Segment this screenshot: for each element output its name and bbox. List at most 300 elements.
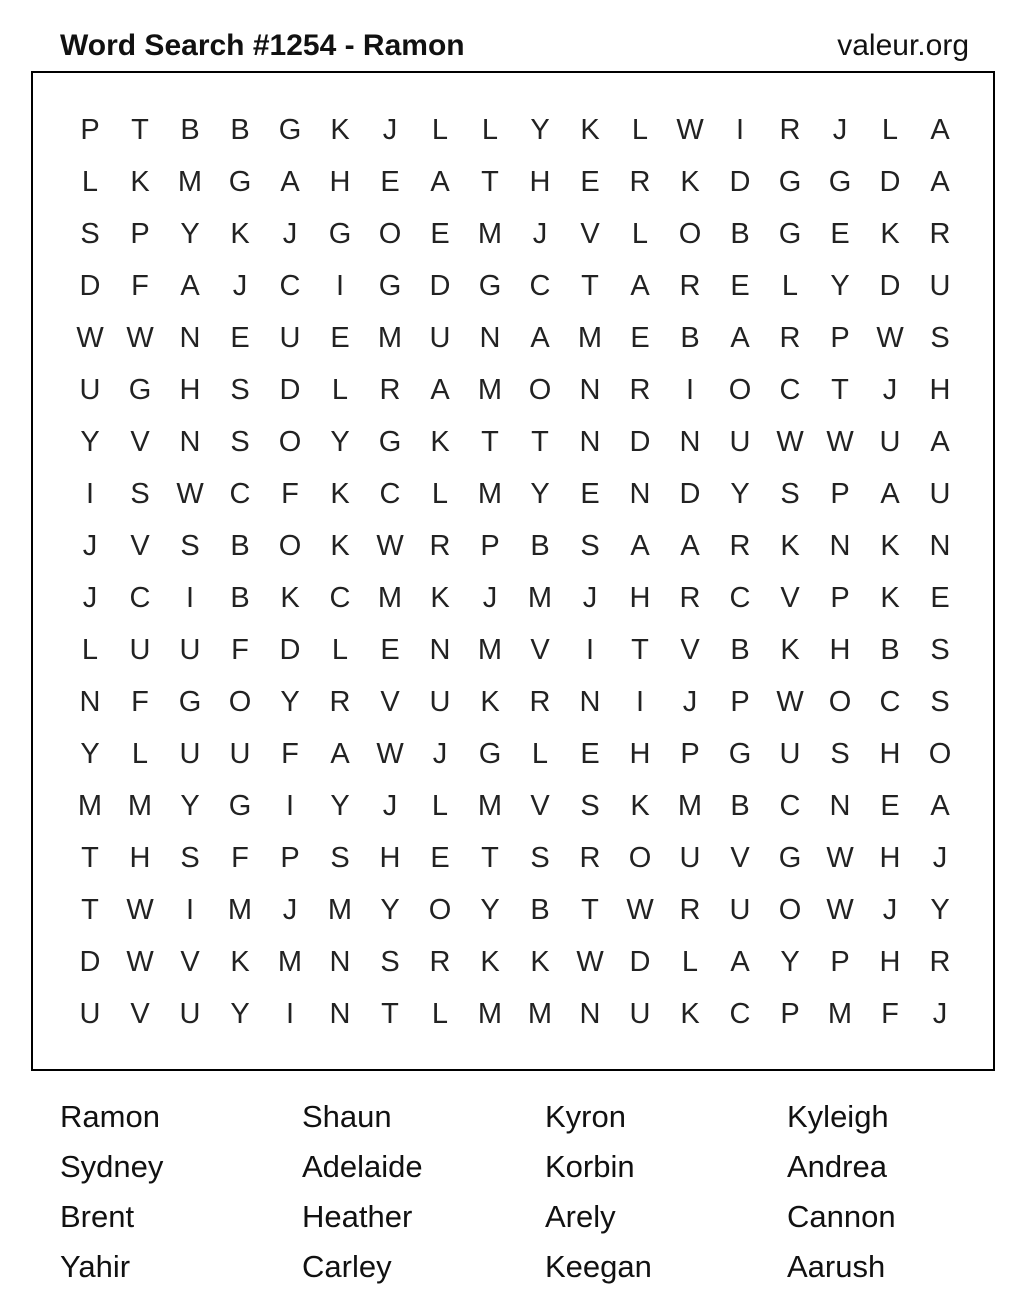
grid-cell[interactable]: D bbox=[279, 634, 301, 666]
grid-cell[interactable]: E bbox=[580, 166, 600, 198]
grid-cell[interactable]: N bbox=[679, 426, 701, 458]
grid-cell[interactable]: S bbox=[180, 842, 200, 874]
grid-cell[interactable]: H bbox=[879, 946, 901, 978]
grid-cell[interactable]: R bbox=[779, 114, 801, 146]
grid-cell[interactable]: F bbox=[131, 686, 149, 718]
grid-cell[interactable]: V bbox=[130, 998, 150, 1030]
grid-cell[interactable]: C bbox=[729, 998, 751, 1030]
grid-cell[interactable]: L bbox=[81, 634, 99, 666]
grid-cell[interactable]: P bbox=[830, 322, 850, 354]
grid-cell[interactable]: R bbox=[679, 894, 701, 926]
grid-cell[interactable]: G bbox=[478, 270, 502, 302]
grid-cell[interactable]: V bbox=[530, 634, 550, 666]
grid-cell[interactable]: S bbox=[80, 218, 100, 250]
grid-cell[interactable]: N bbox=[479, 322, 501, 354]
grid-cell[interactable]: O bbox=[528, 374, 552, 406]
grid-cell[interactable]: Y bbox=[530, 114, 550, 146]
grid-cell[interactable]: H bbox=[329, 166, 351, 198]
grid-cell[interactable]: E bbox=[730, 270, 750, 302]
grid-cell[interactable]: T bbox=[81, 894, 99, 926]
grid-cell[interactable]: N bbox=[179, 426, 201, 458]
grid-cell[interactable]: C bbox=[329, 582, 351, 614]
grid-cell[interactable]: K bbox=[880, 530, 900, 562]
grid-cell[interactable]: E bbox=[380, 634, 400, 666]
grid-cell[interactable]: A bbox=[530, 322, 550, 354]
grid-cell[interactable]: O bbox=[928, 738, 952, 770]
grid-cell[interactable]: S bbox=[580, 530, 600, 562]
grid-cell[interactable]: R bbox=[679, 270, 701, 302]
grid-cell[interactable]: V bbox=[130, 530, 150, 562]
grid-cell[interactable]: D bbox=[679, 478, 701, 510]
grid-cell[interactable]: O bbox=[828, 686, 852, 718]
grid-cell[interactable]: U bbox=[729, 894, 751, 926]
grid-cell[interactable]: L bbox=[481, 114, 499, 146]
grid-cell[interactable]: D bbox=[279, 374, 301, 406]
grid-cell[interactable]: S bbox=[330, 842, 350, 874]
grid-cell[interactable]: Y bbox=[80, 426, 100, 458]
grid-cell[interactable]: G bbox=[828, 166, 852, 198]
grid-cell[interactable]: H bbox=[879, 842, 901, 874]
grid-cell[interactable]: I bbox=[85, 478, 95, 510]
grid-cell[interactable]: B bbox=[230, 530, 250, 562]
grid-cell[interactable]: C bbox=[779, 790, 801, 822]
grid-cell[interactable]: M bbox=[227, 894, 253, 926]
grid-cell[interactable]: H bbox=[879, 738, 901, 770]
grid-cell[interactable]: A bbox=[730, 946, 750, 978]
grid-cell[interactable]: B bbox=[680, 322, 700, 354]
grid-cell[interactable]: G bbox=[728, 738, 752, 770]
grid-cell[interactable]: J bbox=[482, 582, 498, 614]
grid-cell[interactable]: U bbox=[679, 842, 701, 874]
grid-cell[interactable]: A bbox=[930, 790, 950, 822]
grid-cell[interactable]: N bbox=[579, 998, 601, 1030]
grid-cell[interactable]: O bbox=[278, 426, 302, 458]
grid-cell[interactable]: D bbox=[879, 166, 901, 198]
grid-cell[interactable]: A bbox=[730, 322, 750, 354]
grid-cell[interactable]: S bbox=[130, 478, 150, 510]
grid-cell[interactable]: I bbox=[685, 374, 695, 406]
grid-cell[interactable]: G bbox=[228, 166, 252, 198]
grid-cell[interactable]: Y bbox=[730, 478, 750, 510]
grid-cell[interactable]: E bbox=[230, 322, 250, 354]
grid-cell[interactable]: G bbox=[778, 166, 802, 198]
grid-cell[interactable]: P bbox=[780, 998, 800, 1030]
grid-cell[interactable]: C bbox=[779, 374, 801, 406]
grid-cell[interactable]: R bbox=[729, 530, 751, 562]
grid-cell[interactable]: F bbox=[281, 478, 299, 510]
grid-cell[interactable]: K bbox=[680, 166, 700, 198]
grid-cell[interactable]: R bbox=[579, 842, 601, 874]
grid-cell[interactable]: K bbox=[330, 530, 350, 562]
grid-cell[interactable]: O bbox=[428, 894, 452, 926]
grid-cell[interactable]: K bbox=[880, 582, 900, 614]
grid-cell[interactable]: C bbox=[879, 686, 901, 718]
grid-cell[interactable]: G bbox=[378, 270, 402, 302]
grid-cell[interactable]: L bbox=[681, 946, 699, 978]
grid-cell[interactable]: U bbox=[429, 686, 451, 718]
grid-cell[interactable]: V bbox=[530, 790, 550, 822]
grid-cell[interactable]: A bbox=[930, 426, 950, 458]
grid-cell[interactable]: U bbox=[929, 478, 951, 510]
grid-cell[interactable]: F bbox=[231, 842, 249, 874]
grid-cell[interactable]: P bbox=[80, 114, 100, 146]
grid-cell[interactable]: L bbox=[631, 114, 649, 146]
grid-cell[interactable]: D bbox=[429, 270, 451, 302]
grid-cell[interactable]: W bbox=[176, 478, 204, 510]
grid-cell[interactable]: J bbox=[882, 894, 898, 926]
grid-cell[interactable]: H bbox=[179, 374, 201, 406]
grid-cell[interactable]: B bbox=[230, 114, 250, 146]
grid-cell[interactable]: H bbox=[379, 842, 401, 874]
grid-cell[interactable]: A bbox=[930, 166, 950, 198]
grid-cell[interactable]: P bbox=[480, 530, 500, 562]
grid-cell[interactable]: R bbox=[629, 374, 651, 406]
grid-cell[interactable]: R bbox=[679, 582, 701, 614]
grid-cell[interactable]: I bbox=[285, 790, 295, 822]
grid-cell[interactable]: M bbox=[477, 218, 503, 250]
grid-cell[interactable]: S bbox=[830, 738, 850, 770]
grid-cell[interactable]: J bbox=[932, 842, 948, 874]
grid-cell[interactable]: P bbox=[830, 946, 850, 978]
grid-cell[interactable]: E bbox=[880, 790, 900, 822]
grid-cell[interactable]: E bbox=[630, 322, 650, 354]
grid-cell[interactable]: J bbox=[682, 686, 698, 718]
grid-cell[interactable]: U bbox=[79, 374, 101, 406]
grid-cell[interactable]: U bbox=[229, 738, 251, 770]
grid-cell[interactable]: W bbox=[826, 426, 854, 458]
grid-cell[interactable]: K bbox=[480, 686, 500, 718]
grid-cell[interactable]: G bbox=[228, 790, 252, 822]
grid-cell[interactable]: L bbox=[431, 478, 449, 510]
grid-cell[interactable]: L bbox=[431, 114, 449, 146]
grid-cell[interactable]: W bbox=[776, 686, 804, 718]
grid-cell[interactable]: N bbox=[579, 374, 601, 406]
grid-cell[interactable]: U bbox=[179, 738, 201, 770]
grid-cell[interactable]: Y bbox=[230, 998, 250, 1030]
grid-cell[interactable]: I bbox=[185, 582, 195, 614]
grid-cell[interactable]: S bbox=[780, 478, 800, 510]
grid-cell[interactable]: K bbox=[880, 218, 900, 250]
grid-cell[interactable]: Y bbox=[830, 270, 850, 302]
grid-cell[interactable]: K bbox=[330, 114, 350, 146]
grid-cell[interactable]: T bbox=[831, 374, 849, 406]
grid-cell[interactable]: Y bbox=[380, 894, 400, 926]
grid-cell[interactable]: T bbox=[81, 842, 99, 874]
grid-cell[interactable]: B bbox=[530, 894, 550, 926]
grid-cell[interactable]: P bbox=[830, 582, 850, 614]
grid-cell[interactable]: G bbox=[778, 842, 802, 874]
grid-cell[interactable]: V bbox=[680, 634, 700, 666]
grid-cell[interactable]: C bbox=[229, 478, 251, 510]
grid-cell[interactable]: C bbox=[129, 582, 151, 614]
grid-cell[interactable]: E bbox=[830, 218, 850, 250]
grid-cell[interactable]: U bbox=[729, 426, 751, 458]
grid-cell[interactable]: N bbox=[429, 634, 451, 666]
grid-cell[interactable]: E bbox=[580, 478, 600, 510]
grid-cell[interactable]: W bbox=[826, 894, 854, 926]
grid-cell[interactable]: D bbox=[729, 166, 751, 198]
grid-cell[interactable]: W bbox=[776, 426, 804, 458]
grid-cell[interactable]: R bbox=[929, 218, 951, 250]
grid-cell[interactable]: M bbox=[477, 790, 503, 822]
grid-cell[interactable]: F bbox=[231, 634, 249, 666]
grid-cell[interactable]: L bbox=[431, 998, 449, 1030]
grid-cell[interactable]: S bbox=[930, 322, 950, 354]
grid-cell[interactable]: Y bbox=[330, 426, 350, 458]
grid-cell[interactable]: E bbox=[580, 738, 600, 770]
grid-cell[interactable]: K bbox=[230, 218, 250, 250]
grid-cell[interactable]: F bbox=[131, 270, 149, 302]
grid-cell[interactable]: U bbox=[279, 322, 301, 354]
grid-cell[interactable]: K bbox=[130, 166, 150, 198]
grid-cell[interactable]: M bbox=[577, 322, 603, 354]
grid-cell[interactable]: E bbox=[930, 582, 950, 614]
grid-cell[interactable]: R bbox=[779, 322, 801, 354]
grid-cell[interactable]: H bbox=[629, 738, 651, 770]
grid-cell[interactable]: O bbox=[728, 374, 752, 406]
grid-cell[interactable]: E bbox=[430, 842, 450, 874]
grid-cell[interactable]: K bbox=[580, 114, 600, 146]
grid-cell[interactable]: T bbox=[381, 998, 399, 1030]
grid-cell[interactable]: J bbox=[282, 218, 298, 250]
grid-cell[interactable]: S bbox=[230, 374, 250, 406]
grid-cell[interactable]: A bbox=[430, 374, 450, 406]
grid-cell[interactable]: R bbox=[529, 686, 551, 718]
grid-cell[interactable]: W bbox=[126, 894, 154, 926]
grid-cell[interactable]: A bbox=[630, 270, 650, 302]
grid-cell[interactable]: M bbox=[477, 998, 503, 1030]
grid-cell[interactable]: D bbox=[629, 426, 651, 458]
grid-cell[interactable]: W bbox=[126, 946, 154, 978]
grid-cell[interactable]: K bbox=[330, 478, 350, 510]
grid-cell[interactable]: Y bbox=[780, 946, 800, 978]
grid-cell[interactable]: W bbox=[76, 322, 104, 354]
grid-cell[interactable]: L bbox=[631, 218, 649, 250]
grid-cell[interactable]: Y bbox=[280, 686, 300, 718]
grid-cell[interactable]: M bbox=[527, 582, 553, 614]
grid-cell[interactable]: I bbox=[635, 686, 645, 718]
grid-cell[interactable]: N bbox=[929, 530, 951, 562]
grid-cell[interactable]: Y bbox=[530, 478, 550, 510]
grid-cell[interactable]: D bbox=[879, 270, 901, 302]
grid-cell[interactable]: H bbox=[929, 374, 951, 406]
grid-cell[interactable]: C bbox=[379, 478, 401, 510]
grid-cell[interactable]: Y bbox=[180, 790, 200, 822]
grid-cell[interactable]: C bbox=[729, 582, 751, 614]
grid-cell[interactable]: T bbox=[581, 270, 599, 302]
grid-cell[interactable]: A bbox=[330, 738, 350, 770]
grid-cell[interactable]: W bbox=[376, 738, 404, 770]
grid-cell[interactable]: B bbox=[880, 634, 900, 666]
grid-cell[interactable]: U bbox=[179, 634, 201, 666]
grid-cell[interactable]: K bbox=[630, 790, 650, 822]
grid-cell[interactable]: U bbox=[129, 634, 151, 666]
grid-cell[interactable]: B bbox=[730, 634, 750, 666]
grid-cell[interactable]: O bbox=[278, 530, 302, 562]
grid-cell[interactable]: I bbox=[735, 114, 745, 146]
grid-cell[interactable]: E bbox=[430, 218, 450, 250]
grid-cell[interactable]: J bbox=[532, 218, 548, 250]
grid-cell[interactable]: G bbox=[328, 218, 352, 250]
grid-cell[interactable]: U bbox=[629, 998, 651, 1030]
grid-cell[interactable]: A bbox=[930, 114, 950, 146]
grid-cell[interactable]: N bbox=[829, 530, 851, 562]
grid-cell[interactable]: V bbox=[130, 426, 150, 458]
grid-cell[interactable]: J bbox=[282, 894, 298, 926]
grid-cell[interactable]: J bbox=[832, 114, 848, 146]
grid-cell[interactable]: R bbox=[929, 946, 951, 978]
grid-cell[interactable]: U bbox=[179, 998, 201, 1030]
grid-cell[interactable]: S bbox=[580, 790, 600, 822]
grid-cell[interactable]: O bbox=[678, 218, 702, 250]
grid-cell[interactable]: N bbox=[829, 790, 851, 822]
grid-cell[interactable]: M bbox=[477, 374, 503, 406]
grid-cell[interactable]: O bbox=[228, 686, 252, 718]
grid-cell[interactable]: W bbox=[576, 946, 604, 978]
grid-cell[interactable]: V bbox=[730, 842, 750, 874]
grid-cell[interactable]: S bbox=[230, 426, 250, 458]
grid-cell[interactable]: D bbox=[79, 270, 101, 302]
grid-cell[interactable]: S bbox=[180, 530, 200, 562]
grid-cell[interactable]: W bbox=[676, 114, 704, 146]
grid-cell[interactable]: U bbox=[429, 322, 451, 354]
grid-cell[interactable]: J bbox=[882, 374, 898, 406]
grid-cell[interactable]: Y bbox=[80, 738, 100, 770]
grid-cell[interactable]: A bbox=[280, 166, 300, 198]
grid-cell[interactable]: G bbox=[778, 218, 802, 250]
grid-cell[interactable]: B bbox=[730, 218, 750, 250]
grid-cell[interactable]: O bbox=[778, 894, 802, 926]
grid-cell[interactable]: M bbox=[377, 322, 403, 354]
grid-cell[interactable]: L bbox=[131, 738, 149, 770]
grid-cell[interactable]: K bbox=[530, 946, 550, 978]
grid-cell[interactable]: C bbox=[529, 270, 551, 302]
grid-cell[interactable]: J bbox=[932, 998, 948, 1030]
grid-cell[interactable]: T bbox=[581, 894, 599, 926]
grid-cell[interactable]: J bbox=[382, 114, 398, 146]
grid-cell[interactable]: R bbox=[329, 686, 351, 718]
grid-cell[interactable]: A bbox=[180, 270, 200, 302]
grid-cell[interactable]: G bbox=[178, 686, 202, 718]
grid-cell[interactable]: S bbox=[530, 842, 550, 874]
grid-cell[interactable]: M bbox=[477, 478, 503, 510]
grid-cell[interactable]: R bbox=[629, 166, 651, 198]
grid-cell[interactable]: N bbox=[179, 322, 201, 354]
grid-cell[interactable]: E bbox=[380, 166, 400, 198]
grid-cell[interactable]: W bbox=[376, 530, 404, 562]
grid-cell[interactable]: P bbox=[830, 478, 850, 510]
grid-cell[interactable]: I bbox=[185, 894, 195, 926]
grid-cell[interactable]: M bbox=[327, 894, 353, 926]
grid-cell[interactable]: M bbox=[677, 790, 703, 822]
grid-cell[interactable]: N bbox=[579, 686, 601, 718]
grid-cell[interactable]: M bbox=[177, 166, 203, 198]
grid-cell[interactable]: N bbox=[579, 426, 601, 458]
grid-cell[interactable]: J bbox=[382, 790, 398, 822]
grid-cell[interactable]: G bbox=[278, 114, 302, 146]
grid-cell[interactable]: K bbox=[430, 582, 450, 614]
grid-cell[interactable]: I bbox=[335, 270, 345, 302]
grid-cell[interactable]: N bbox=[329, 998, 351, 1030]
grid-cell[interactable]: O bbox=[378, 218, 402, 250]
grid-cell[interactable]: S bbox=[380, 946, 400, 978]
grid-cell[interactable]: U bbox=[779, 738, 801, 770]
grid-cell[interactable]: T bbox=[131, 114, 149, 146]
grid-cell[interactable]: M bbox=[477, 634, 503, 666]
grid-cell[interactable]: H bbox=[829, 634, 851, 666]
grid-cell[interactable]: P bbox=[680, 738, 700, 770]
grid-cell[interactable]: W bbox=[126, 322, 154, 354]
grid-cell[interactable]: Y bbox=[930, 894, 950, 926]
grid-cell[interactable]: W bbox=[626, 894, 654, 926]
grid-cell[interactable]: S bbox=[930, 634, 950, 666]
grid-cell[interactable]: M bbox=[127, 790, 153, 822]
grid-cell[interactable]: J bbox=[82, 530, 98, 562]
grid-cell[interactable]: P bbox=[130, 218, 150, 250]
grid-cell[interactable]: L bbox=[781, 270, 799, 302]
grid-cell[interactable]: E bbox=[330, 322, 350, 354]
grid-cell[interactable]: H bbox=[629, 582, 651, 614]
grid-cell[interactable]: L bbox=[531, 738, 549, 770]
grid-cell[interactable]: V bbox=[380, 686, 400, 718]
grid-cell[interactable]: W bbox=[826, 842, 854, 874]
grid-cell[interactable]: M bbox=[77, 790, 103, 822]
grid-cell[interactable]: B bbox=[530, 530, 550, 562]
grid-cell[interactable]: T bbox=[481, 426, 499, 458]
grid-cell[interactable]: A bbox=[630, 530, 650, 562]
grid-cell[interactable]: V bbox=[180, 946, 200, 978]
grid-cell[interactable]: P bbox=[280, 842, 300, 874]
grid-cell[interactable]: K bbox=[280, 582, 300, 614]
grid-cell[interactable]: H bbox=[129, 842, 151, 874]
grid-cell[interactable]: O bbox=[628, 842, 652, 874]
grid-cell[interactable]: K bbox=[780, 634, 800, 666]
grid-cell[interactable]: U bbox=[79, 998, 101, 1030]
grid-cell[interactable]: U bbox=[879, 426, 901, 458]
grid-cell[interactable]: T bbox=[631, 634, 649, 666]
grid-cell[interactable]: L bbox=[431, 790, 449, 822]
grid-cell[interactable]: A bbox=[680, 530, 700, 562]
grid-cell[interactable]: L bbox=[331, 634, 349, 666]
grid-cell[interactable]: M bbox=[527, 998, 553, 1030]
grid-cell[interactable]: V bbox=[780, 582, 800, 614]
grid-cell[interactable]: D bbox=[79, 946, 101, 978]
grid-cell[interactable]: G bbox=[378, 426, 402, 458]
grid-cell[interactable]: I bbox=[285, 998, 295, 1030]
grid-cell[interactable]: W bbox=[876, 322, 904, 354]
grid-cell[interactable]: Y bbox=[180, 218, 200, 250]
grid-cell[interactable]: J bbox=[582, 582, 598, 614]
grid-cell[interactable]: N bbox=[629, 478, 651, 510]
grid-cell[interactable]: A bbox=[430, 166, 450, 198]
grid-cell[interactable]: L bbox=[881, 114, 899, 146]
grid-cell[interactable]: R bbox=[379, 374, 401, 406]
grid-cell[interactable]: N bbox=[79, 686, 101, 718]
grid-cell[interactable]: M bbox=[377, 582, 403, 614]
grid-cell[interactable]: K bbox=[780, 530, 800, 562]
grid-cell[interactable]: S bbox=[930, 686, 950, 718]
grid-cell[interactable]: Y bbox=[480, 894, 500, 926]
grid-cell[interactable]: T bbox=[531, 426, 549, 458]
grid-cell[interactable]: B bbox=[180, 114, 200, 146]
grid-cell[interactable]: T bbox=[481, 842, 499, 874]
grid-cell[interactable]: J bbox=[232, 270, 248, 302]
grid-cell[interactable]: G bbox=[478, 738, 502, 770]
grid-cell[interactable]: N bbox=[329, 946, 351, 978]
grid-cell[interactable]: P bbox=[730, 686, 750, 718]
grid-cell[interactable]: K bbox=[230, 946, 250, 978]
grid-cell[interactable]: L bbox=[331, 374, 349, 406]
